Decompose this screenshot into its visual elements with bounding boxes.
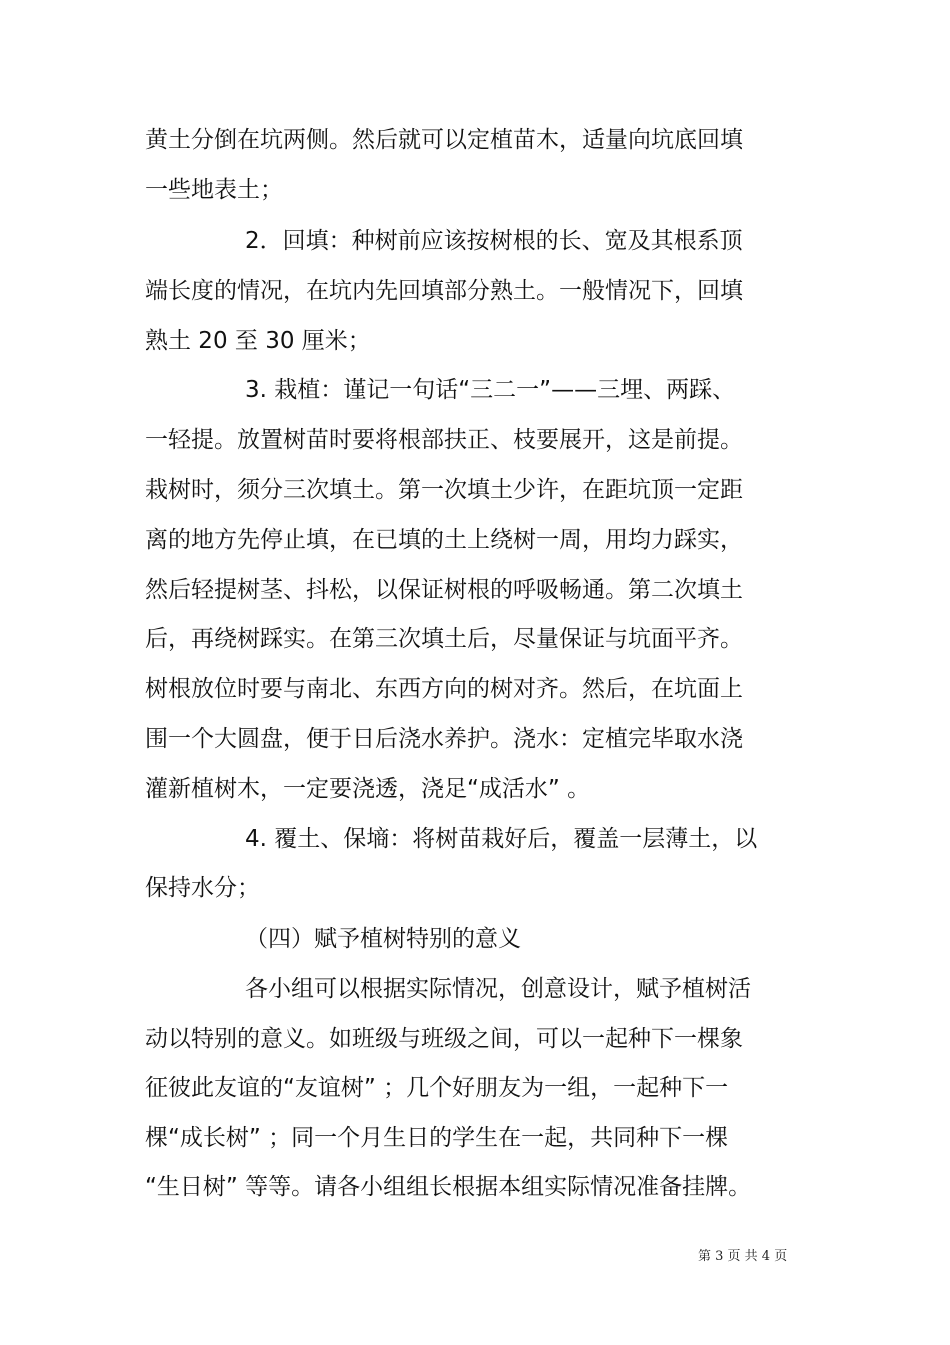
text-line: 征彼此友谊的“友谊树” ；几个好朋友为一组，一起种下一: [145, 1075, 729, 1101]
text-line: 后，再绕树踩实。在第三次填土后，尽量保证与坑面平齐。: [145, 626, 743, 652]
text-line: 栽树时，须分三次填土。第一次填土少许，在距坑顶一定距: [145, 477, 743, 503]
text-line: 3. 栽植：谨记一句话“三二一”——三埋、两踩、: [245, 377, 736, 403]
text-line: 4. 覆土、保墒：将树苗栽好后，覆盖一层薄土，以: [245, 826, 758, 852]
text-line: 离的地方先停止填，在已填的土上绕树一周，用均力踩实，: [145, 527, 743, 553]
text-line: 黄土分倒在坑两侧。然后就可以定植苗木，适量向坑底回填: [145, 127, 743, 153]
text-line: 一些地表土；: [145, 177, 283, 203]
text-line: 一轻提。放置树苗时要将根部扶正、枝要展开，这是前提。: [145, 427, 743, 453]
text-line: 熟土 20 至 30 厘米；: [145, 328, 371, 354]
text-line: 各小组可以根据实际情况，创意设计，赋予植树活: [245, 976, 751, 1002]
page-number: 第 3 页 共 4 页: [698, 1249, 788, 1264]
text-line: 端长度的情况，在坑内先回填部分熟土。一般情况下，回填: [145, 278, 743, 304]
text-line: 棵“成长树” ；同一个月生日的学生在一起，共同种下一棵: [145, 1125, 729, 1151]
text-line: 2．回填：种树前应该按树根的长、宽及其根系顶: [245, 228, 743, 254]
text-line: 围一个大圆盘，便于日后浇水养护。浇水：定植完毕取水浇: [145, 726, 743, 752]
text-line: 保持水分；: [145, 875, 260, 901]
text-line: 树根放位时要与南北、东西方向的树对齐。然后，在坑面上: [145, 676, 743, 702]
section-heading: （四）赋予植树特别的意义: [245, 926, 521, 952]
text-line: 然后轻提树茎、抖松，以保证树根的呼吸畅通。第二次填土: [145, 577, 743, 603]
text-line: 动以特别的意义。如班级与班级之间，可以一起种下一棵象: [145, 1026, 743, 1052]
text-line: 灌新植树木，一定要浇透，浇足“成活水” 。: [145, 776, 591, 802]
text-line: “生日树” 等等。请各小组组长根据本组实际情况准备挂牌。: [145, 1174, 752, 1200]
